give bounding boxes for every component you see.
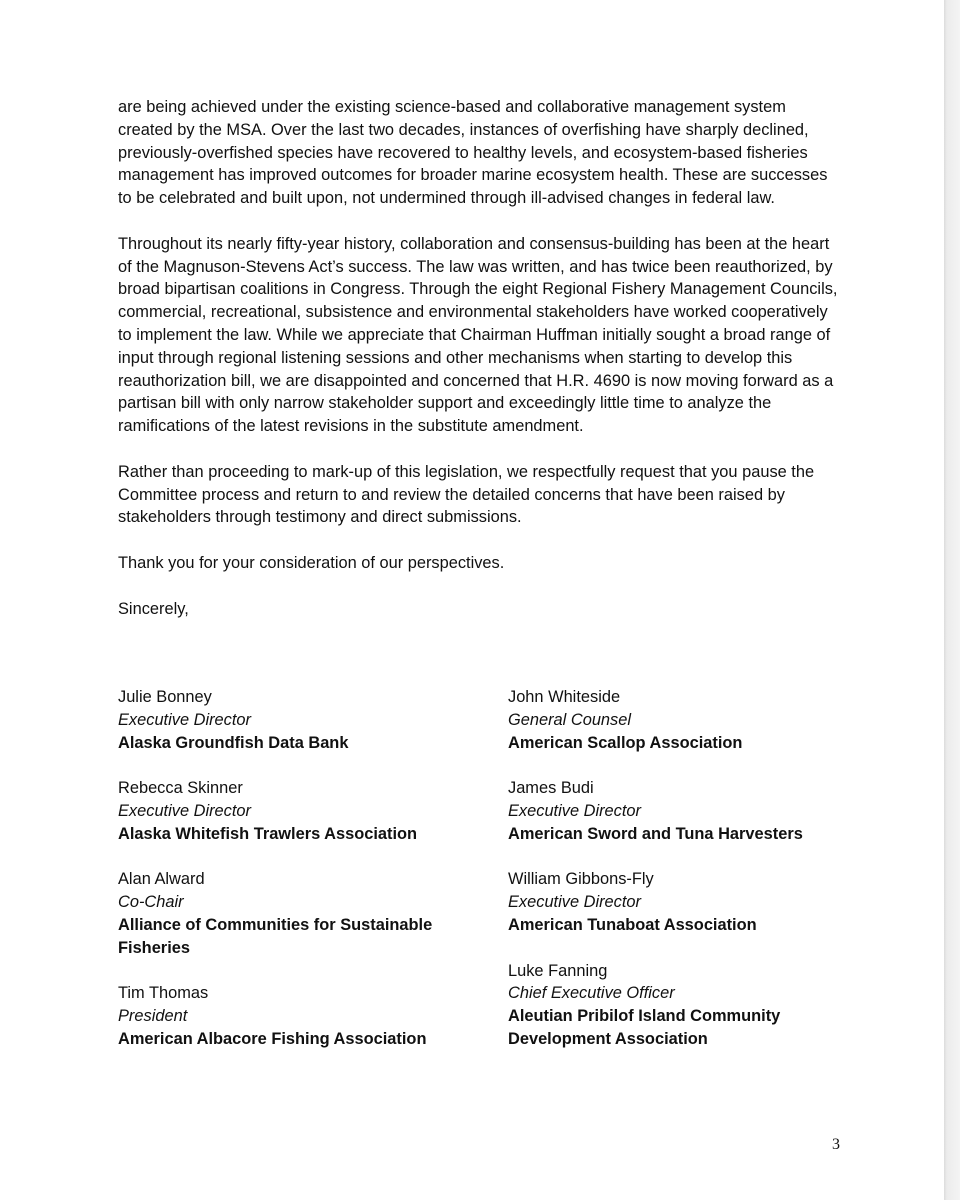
signatory-title: Executive Director <box>508 893 641 912</box>
signatory <box>118 868 458 959</box>
letter-body <box>118 96 838 643</box>
signatory-name: Julie Bonney <box>118 688 212 706</box>
signatory-name: James Budi <box>508 779 594 798</box>
signatory-name: Rebecca Skinner <box>118 779 243 798</box>
body-paragraph: Throughout its nearly fifty-year history, collaboration and consensus-building has been at the heart of the Magnuson-Stevens Act’s success. The law was written, and has twice been reauthorized, by broad bipartisan coalitions in Congress. Through the eight Regional Fishery Management Councils, commercial, recreational, subsistence and environmental stakeholders have worked cooperatively to implement the law. While we appreciate that Chairman Huffman initially sought a broad range of input through regional listening sessions and other mechanisms when starting to develop this reauthorization bill, we are disappointed and concerned that H.R. 4690 is now moving forward as a partisan bill with only narrow stakeholder support and exceedingly little time to analyze the ramifications of the latest revisions in the substitute amendment. <box>118 234 838 436</box>
signatory-organization: Aleutian Pribilof Island Community Development Association <box>508 1007 781 1048</box>
body-paragraph: Rather than proceeding to mark-up of this legislation, we respectfully request that you pause the Committee process and return to and review the detailed concerns that have been raised by stakeholders through testimony and direct submissions. <box>118 462 815 527</box>
signatures-right-column <box>508 686 848 1074</box>
signatory <box>508 960 848 1051</box>
signatory <box>508 686 848 754</box>
signatory-title: President <box>118 1007 188 1026</box>
body-paragraph: Thank you for your consideration of our perspectives. <box>118 553 505 572</box>
signatory <box>118 777 458 845</box>
body-paragraph: are being achieved under the existing science-based and collaborative management system created by the MSA. Over the last two decades, instances of overfishing have sharply declined, previously-overfished species have recovered to healthy levels, and ecosystem-based fisheries management has improved outcomes for broader marine ecosystem health. These are successes to be celebrated and built upon, not undermined through ill-advised changes in federal law. <box>118 98 828 208</box>
signatory-name: William Gibbons-Fly <box>508 870 654 889</box>
signatory-organization: Alaska Whitefish Trawlers Association <box>118 824 418 843</box>
signatory-title: Executive Director <box>508 801 641 820</box>
signatory <box>508 868 848 936</box>
signatory-organization: Alliance of Communities for Sustainable Fisheries <box>118 915 433 957</box>
signatures-left-column <box>118 686 458 1074</box>
signatory-organization: Alaska Groundfish Data Bank <box>118 733 349 752</box>
signatory-name: Tim Thomas <box>118 984 209 1003</box>
signatory-organization: American Sword and Tuna Harvesters <box>508 824 803 843</box>
signatory-title: Executive Director <box>118 801 251 820</box>
signatory-organization: American Tunaboat Association <box>508 915 757 934</box>
signatory-title: General Counsel <box>508 710 632 729</box>
closing-salutation: Sincerely, <box>118 599 189 618</box>
signatory-name: Alan Alward <box>118 870 205 889</box>
signatory <box>118 982 458 1050</box>
signatory-organization: American Scallop Association <box>508 733 743 752</box>
page-edge-shadow <box>944 0 960 1200</box>
signatory-name: John Whiteside <box>508 688 621 706</box>
signatory <box>118 686 458 754</box>
signatory-title: Co-Chair <box>118 893 184 912</box>
page-number: 3 <box>832 1136 840 1153</box>
signatory-organization: American Albacore Fishing Association <box>118 1029 427 1048</box>
signatory-title: Executive Director <box>118 710 251 729</box>
signatory-name: Luke Fanning <box>508 961 608 980</box>
signatory <box>508 777 848 845</box>
signatory-title: Chief Executive Officer <box>508 984 675 1003</box>
